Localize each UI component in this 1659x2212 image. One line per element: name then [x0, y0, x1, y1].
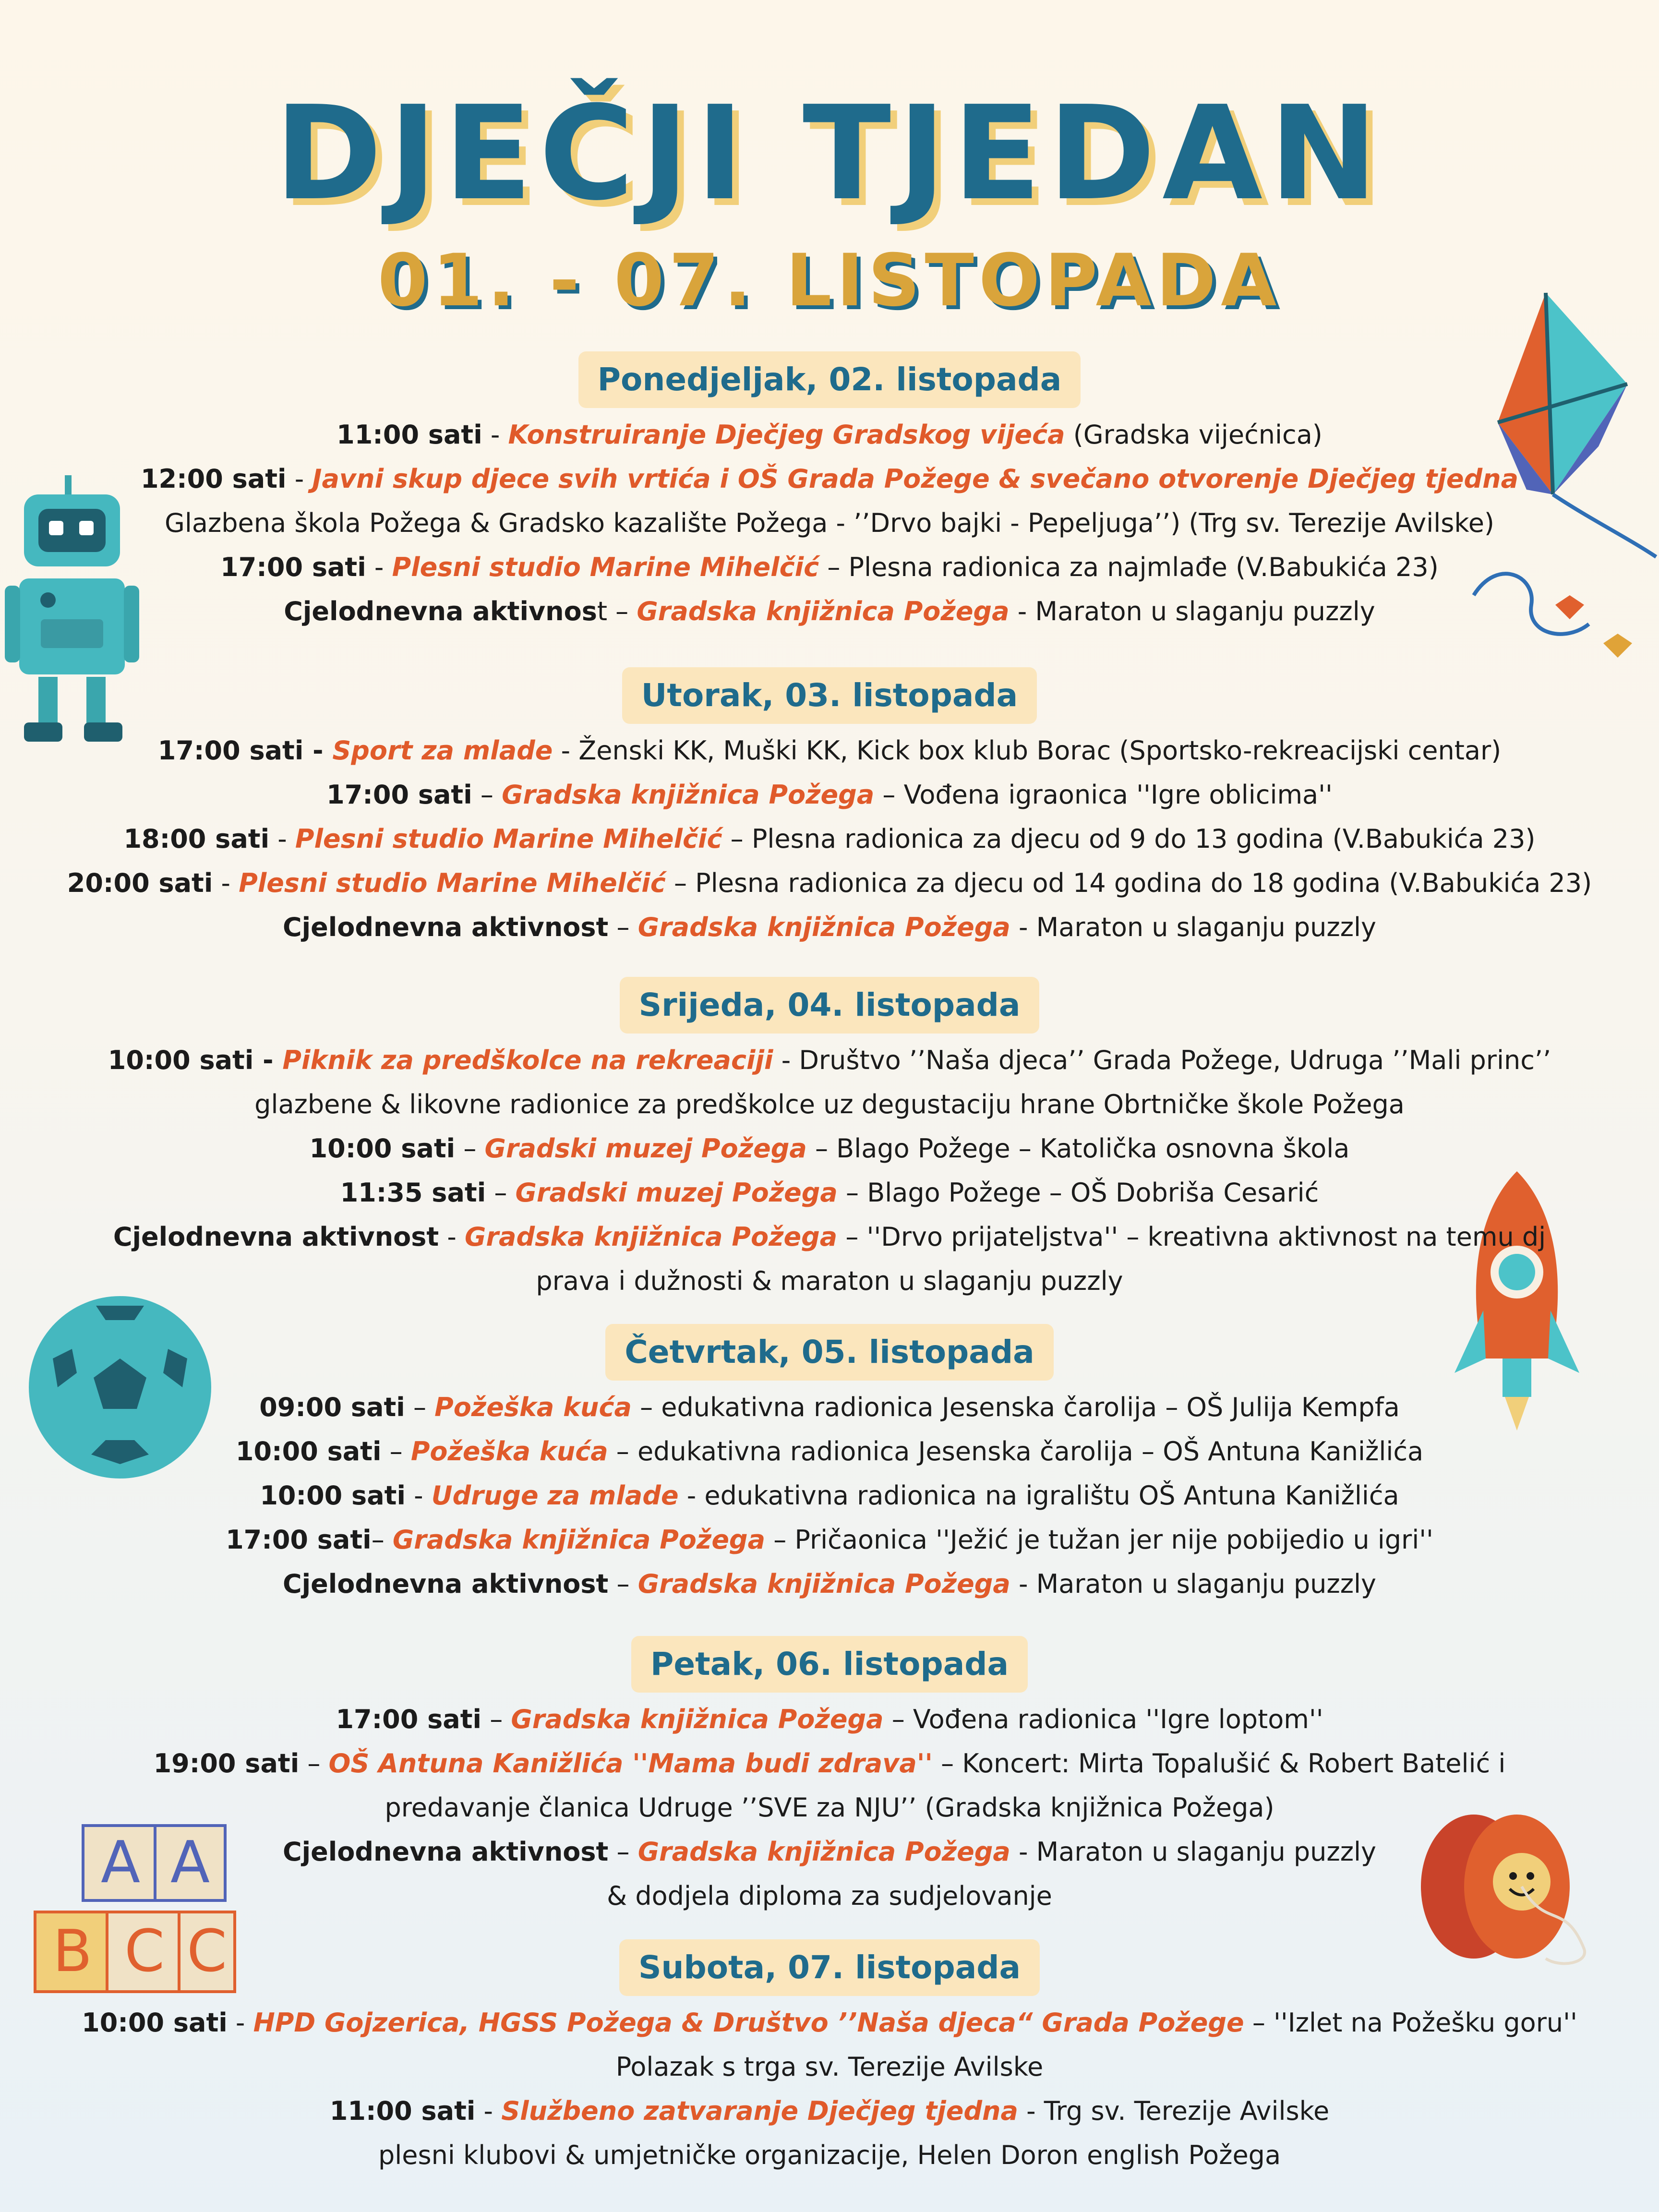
page-title: DJEČJI TJEDAN: [274, 78, 1385, 229]
day-heading-friday: Petak, 06. listopada: [631, 1636, 1028, 1693]
event-line: Polazak s trga sv. Terezije Avilske: [615, 2052, 1044, 2082]
event-line: & dodjela diploma za sudjelovanje: [607, 1881, 1052, 1911]
day-section-tuesday: [0, 667, 1659, 950]
event-line: 17:00 sati - Sport za mlade - Ženski KK, Muški KK, Kick box klub Borac (Sportsko-rekreacijski centar): [157, 735, 1502, 766]
day-section-monday: [0, 351, 1659, 634]
event-line: Cjelodnevna aktivnost – Gradska knjižnica Požega - Maraton u slaganju puzzly: [284, 596, 1375, 626]
block-c2: C: [178, 1911, 236, 1993]
event-line: glazbene & likovne radionice za predškolce uz degustaciju hrane Obrtničke škole Požega: [254, 1089, 1405, 1119]
event-line: 17:00 sati– Gradska knjižnica Požega – Pričaonica ''Ježić je tužan jer nije pobijedio u igri'': [226, 1525, 1433, 1555]
event-line: predavanje članica Udruge ’’SVE za NJU’’ (Gradska knjižnica Požega): [385, 1792, 1274, 1823]
event-line: Cjelodnevna aktivnost – Gradska knjižnica Požega - Maraton u slaganju puzzly: [282, 1569, 1377, 1599]
event-line: 11:35 sati – Gradski muzej Požega – Blago Požege – OŠ Dobriša Cesarić: [340, 1178, 1319, 1208]
day-section-saturday: [0, 1939, 1659, 2177]
event-line: 10:00 sati - Udruge za mlade - edukativna radionica na igralištu OŠ Antuna Kanižlića: [260, 1480, 1399, 1511]
event-line: 18:00 sati - Plesni studio Marine Mihelčić – Plesna radionica za djecu od 9 do 13 godina (V.Babukića 23): [123, 824, 1536, 854]
event-line: plesni klubovi & umjetničke organizacije, Helen Doron english Požega: [378, 2140, 1281, 2170]
block-b: B: [34, 1911, 111, 1993]
day-heading-tuesday: Utorak, 03. listopada: [622, 667, 1037, 724]
event-line: 11:00 sati - Službeno zatvaranje Dječjeg tjedna - Trg sv. Terezije Avilske: [329, 2096, 1330, 2126]
event-line: prava i dužnosti & maraton u slaganju puzzly: [536, 1266, 1123, 1296]
block-a1: A: [82, 1824, 159, 1902]
event-line: 17:00 sati - Plesni studio Marine Mihelčić – Plesna radionica za najmlađe (V.Babukića 23): [220, 552, 1439, 582]
day-section-wednesday: [0, 977, 1659, 1303]
event-line: Glazbena škola Požega & Gradsko kazalište Požega - ’’Drvo bajki - Pepeljuga’’) (Trg sv. Terezije Avilske): [165, 508, 1494, 538]
event-line: 17:00 sati – Gradska knjižnica Požega – Vođena igraonica ''Igre oblicima'': [326, 780, 1333, 810]
event-line: 17:00 sati – Gradska knjižnica Požega – Vođena radionica ''Igre loptom'': [336, 1704, 1323, 1734]
event-line: Cjelodnevna aktivnost - Gradska knjižnica Požega – ''Drvo prijateljstva'' – kreativna aktivnost na temu dj: [113, 1222, 1546, 1252]
block-a2: A: [154, 1824, 227, 1902]
event-line: 12:00 sati - Javni skup djece svih vrtića i OŠ Grada Požege & svečano otvorenje Dječjeg tjedna: [140, 464, 1519, 494]
event-line: 10:00 sati – Požeška kuća – edukativna radionica Jesenska čarolija – OŠ Antuna Kanižlića: [235, 1436, 1424, 1467]
day-heading-wednesday: Srijeda, 04. listopada: [620, 977, 1040, 1034]
day-heading-thursday: Četvrtak, 05. listopada: [605, 1324, 1053, 1381]
event-line: 10:00 sati - Piknik za predškolce na rekreaciji - Društvo ’’Naša djeca’’ Grada Požege, Udruga ’’Mali princ’’: [108, 1045, 1551, 1075]
day-heading-monday: Ponedjeljak, 02. listopada: [578, 351, 1081, 408]
day-section-thursday: [0, 1324, 1659, 1606]
day-heading-saturday: Subota, 07. listopada: [619, 1939, 1040, 1996]
event-line: 11:00 sati - Konstruiranje Dječjeg Gradskog vijeća (Gradska vijećnica): [337, 420, 1322, 450]
block-c1: C: [106, 1911, 183, 1993]
event-line: 10:00 sati - HPD Gojzerica, HGSS Požega & Društvo ’’Naša djeca“ Grada Požege – ''Izlet na Požešku goru'': [82, 2008, 1577, 2038]
event-line: 19:00 sati – OŠ Antuna Kanižlića ''Mama budi zdrava'' – Koncert: Mirta Topalušić & Robert Batelić i: [153, 1748, 1506, 1779]
page-subtitle: 01. - 07. LISTOPADA: [377, 239, 1282, 323]
event-line: 09:00 sati – Požeška kuća – edukativna radionica Jesenska čarolija – OŠ Julija Kempfa: [259, 1392, 1400, 1422]
day-section-friday: [0, 1636, 1659, 1918]
event-line: 20:00 sati - Plesni studio Marine Mihelčić – Plesna radionica za djecu od 14 godina do 18 godina (V.Babukića 23): [67, 868, 1592, 898]
event-line: Cjelodnevna aktivnost – Gradska knjižnica Požega - Maraton u slaganju puzzly: [282, 912, 1377, 942]
event-line: Cjelodnevna aktivnost – Gradska knjižnica Požega - Maraton u slaganju puzzly: [282, 1837, 1377, 1867]
event-line: 10:00 sati – Gradski muzej Požega – Blago Požege – Katolička osnovna škola: [309, 1133, 1350, 1164]
